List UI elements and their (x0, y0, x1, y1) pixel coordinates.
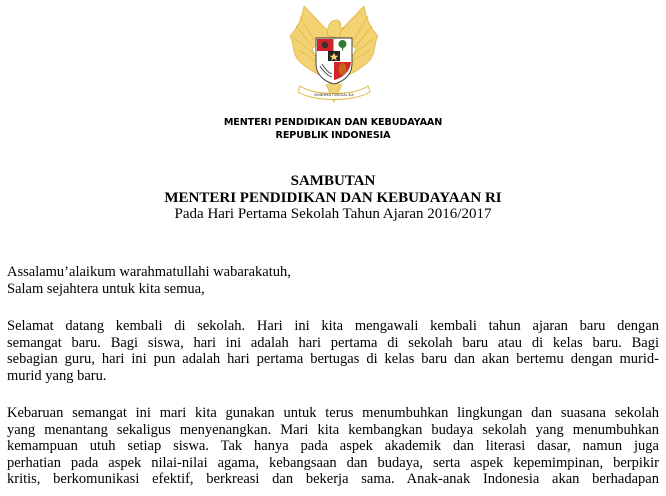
document-title: SAMBUTAN (290, 173, 376, 189)
greeting-block (7, 264, 659, 297)
paragraph-line: sebagian guru, hari ini pun adalah hari pertama bertugas di kelas baru dan akan bertemu dengan murid- (7, 351, 659, 367)
paragraph-line: semangat baru. Bagi siswa, hari ini adalah hari pertama di sekolah baru atau di kelas baru. Bagi (7, 334, 659, 351)
svg-text:BHINNEKA TUNGGAL IKA: BHINNEKA TUNGGAL IKA (314, 93, 354, 97)
ministry-name-line1: MENTERI PENDIDIKAN DAN KEBUDAYAAN (223, 117, 443, 128)
garuda-emblem-icon (284, 6, 384, 110)
paragraph-2 (7, 405, 659, 488)
paragraph-line: perhatian pada aspek nilai-nilai agama, kebangsaan dan budaya, serta aspek kepemimpinan, berpikir (7, 454, 659, 471)
document-subtitle: MENTERI PENDIDIKAN DAN KEBUDAYAAN RI (164, 190, 502, 206)
document-occasion: Pada Hari Pertama Sekolah Tahun Ajaran 2016/2017 (174, 206, 492, 222)
paragraph-line: kemampuan utuh setiap siswa. Tak hanya pada aspek akademik dan literasi dasar, namun juga (7, 438, 659, 454)
paragraph-line: Kebaruan semangat ini mari kita gunakan untuk terus menumbuhkan lingkungan dan suasana sekolah (7, 405, 659, 421)
ministry-name-line2: REPUBLIK INDONESIA (275, 130, 391, 141)
greeting-line: Assalamu’alaikum warahmatullahi wabarakatuh, (7, 264, 291, 280)
paragraph-line: Selamat datang kembali di sekolah. Hari ini kita mengawali kembali tahun ajaran baru dengan (7, 318, 659, 334)
paragraph-line: kritis, berkomunikasi efektif, berkreasi dan bekerja sama. Anak-anak Indonesia akan berhadapan (7, 471, 659, 487)
greeting-line: Salam sejahtera untuk kita semua, (7, 280, 205, 297)
paragraph-1 (7, 318, 659, 384)
paragraph-line: murid yang baru. (7, 367, 107, 384)
paragraph-line: yang menantang sekaligus menyenangkan. Mari kita kembangkan budaya sekolah yang menumbuhkan (7, 421, 659, 438)
